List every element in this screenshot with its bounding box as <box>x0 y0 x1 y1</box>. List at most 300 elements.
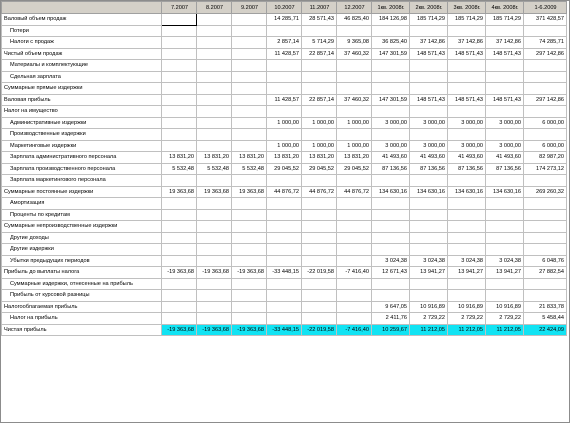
value-cell[interactable]: 41 493,60 <box>410 152 448 164</box>
value-cell[interactable] <box>372 290 410 302</box>
value-cell[interactable] <box>372 25 410 37</box>
value-cell[interactable] <box>410 106 448 118</box>
value-cell[interactable] <box>232 48 267 60</box>
value-cell[interactable]: 37 142,86 <box>448 37 486 49</box>
value-cell[interactable]: 10 916,89 <box>448 301 486 313</box>
value-cell[interactable] <box>302 60 337 72</box>
value-cell[interactable] <box>372 129 410 141</box>
value-cell[interactable] <box>197 14 232 26</box>
value-cell[interactable]: 74 285,71 <box>524 37 567 49</box>
value-cell[interactable]: 3 000,00 <box>410 117 448 129</box>
value-cell[interactable]: 29 045,52 <box>302 163 337 175</box>
value-cell[interactable]: 185 714,29 <box>486 14 524 26</box>
value-cell[interactable] <box>197 290 232 302</box>
value-cell[interactable] <box>302 175 337 187</box>
value-cell[interactable] <box>267 129 302 141</box>
value-cell[interactable] <box>232 290 267 302</box>
value-cell[interactable] <box>410 198 448 210</box>
value-cell[interactable]: 19 363,68 <box>162 186 197 198</box>
value-cell[interactable] <box>410 83 448 95</box>
value-cell[interactable]: 44 876,72 <box>337 186 372 198</box>
value-cell[interactable] <box>524 60 567 72</box>
value-cell[interactable] <box>337 25 372 37</box>
value-cell[interactable] <box>337 290 372 302</box>
value-cell[interactable]: 2 411,76 <box>372 313 410 325</box>
value-cell[interactable] <box>372 221 410 233</box>
value-cell[interactable] <box>448 198 486 210</box>
value-cell[interactable] <box>302 221 337 233</box>
value-cell[interactable]: 297 142,86 <box>524 94 567 106</box>
value-cell[interactable] <box>302 255 337 267</box>
value-cell[interactable] <box>267 209 302 221</box>
column-header[interactable]: 1кв. 2008г. <box>372 2 410 14</box>
value-cell[interactable] <box>232 129 267 141</box>
value-cell[interactable] <box>302 301 337 313</box>
value-cell[interactable]: 10 916,89 <box>410 301 448 313</box>
value-cell[interactable] <box>448 244 486 256</box>
value-cell[interactable] <box>337 83 372 95</box>
value-cell[interactable]: 134 630,16 <box>486 186 524 198</box>
value-cell[interactable]: 148 571,43 <box>410 94 448 106</box>
value-cell[interactable] <box>486 71 524 83</box>
value-cell[interactable]: 3 000,00 <box>486 140 524 152</box>
column-header[interactable]: 2кв. 2008г. <box>410 2 448 14</box>
value-cell[interactable] <box>162 25 197 37</box>
value-cell[interactable] <box>232 140 267 152</box>
value-cell[interactable] <box>232 278 267 290</box>
value-cell[interactable] <box>232 37 267 49</box>
value-cell[interactable]: 134 630,16 <box>410 186 448 198</box>
value-cell[interactable]: -7 416,40 <box>337 324 372 336</box>
value-cell[interactable] <box>267 301 302 313</box>
value-cell[interactable]: 5 532,48 <box>232 163 267 175</box>
value-cell[interactable]: 5 458,44 <box>524 313 567 325</box>
value-cell[interactable] <box>162 37 197 49</box>
value-cell[interactable]: 19 363,68 <box>232 186 267 198</box>
value-cell[interactable] <box>232 71 267 83</box>
value-cell[interactable]: 371 428,57 <box>524 14 567 26</box>
value-cell[interactable] <box>524 290 567 302</box>
value-cell[interactable]: 29 045,52 <box>267 163 302 175</box>
value-cell[interactable] <box>162 255 197 267</box>
value-cell[interactable]: 11 212,05 <box>448 324 486 336</box>
value-cell[interactable] <box>162 221 197 233</box>
value-cell[interactable]: 41 493,60 <box>448 152 486 164</box>
value-cell[interactable] <box>372 83 410 95</box>
value-cell[interactable] <box>267 198 302 210</box>
value-cell[interactable] <box>448 290 486 302</box>
value-cell[interactable]: 13 941,27 <box>486 267 524 279</box>
value-cell[interactable] <box>448 175 486 187</box>
value-cell[interactable]: 147 301,59 <box>372 94 410 106</box>
value-cell[interactable]: 13 831,20 <box>232 152 267 164</box>
value-cell[interactable] <box>197 83 232 95</box>
value-cell[interactable]: 1 000,00 <box>337 117 372 129</box>
value-cell[interactable] <box>232 209 267 221</box>
value-cell[interactable]: 147 301,59 <box>372 48 410 60</box>
value-cell[interactable] <box>337 313 372 325</box>
value-cell[interactable]: 148 571,43 <box>486 48 524 60</box>
value-cell[interactable]: 2 857,14 <box>267 37 302 49</box>
value-cell[interactable] <box>162 278 197 290</box>
value-cell[interactable] <box>302 106 337 118</box>
value-cell[interactable] <box>267 278 302 290</box>
value-cell[interactable] <box>267 83 302 95</box>
value-cell[interactable] <box>524 106 567 118</box>
value-cell[interactable]: 44 876,72 <box>302 186 337 198</box>
value-cell[interactable] <box>486 232 524 244</box>
value-cell[interactable] <box>267 255 302 267</box>
value-cell[interactable] <box>232 175 267 187</box>
value-cell[interactable] <box>267 106 302 118</box>
value-cell[interactable]: 22 424,09 <box>524 324 567 336</box>
value-cell[interactable] <box>232 60 267 72</box>
value-cell[interactable] <box>232 83 267 95</box>
value-cell[interactable] <box>302 83 337 95</box>
value-cell[interactable] <box>524 175 567 187</box>
value-cell[interactable] <box>337 106 372 118</box>
value-cell[interactable]: 269 260,32 <box>524 186 567 198</box>
value-cell[interactable] <box>302 244 337 256</box>
value-cell[interactable] <box>448 232 486 244</box>
value-cell[interactable]: 37 460,32 <box>337 94 372 106</box>
value-cell[interactable]: 1 000,00 <box>337 140 372 152</box>
value-cell[interactable] <box>486 129 524 141</box>
value-cell[interactable] <box>448 60 486 72</box>
value-cell[interactable] <box>302 129 337 141</box>
value-cell[interactable] <box>410 175 448 187</box>
value-cell[interactable] <box>337 301 372 313</box>
column-header[interactable]: 12.2007 <box>337 2 372 14</box>
value-cell[interactable] <box>524 198 567 210</box>
value-cell[interactable] <box>232 14 267 26</box>
value-cell[interactable] <box>162 129 197 141</box>
value-cell[interactable]: 37 460,32 <box>337 48 372 60</box>
value-cell[interactable]: 11 428,57 <box>267 48 302 60</box>
value-cell[interactable] <box>486 209 524 221</box>
value-cell[interactable] <box>410 25 448 37</box>
value-cell[interactable] <box>448 106 486 118</box>
value-cell[interactable]: 11 428,57 <box>267 94 302 106</box>
value-cell[interactable] <box>197 71 232 83</box>
value-cell[interactable]: 184 126,98 <box>372 14 410 26</box>
value-cell[interactable]: 185 714,29 <box>410 14 448 26</box>
value-cell[interactable] <box>162 14 197 26</box>
value-cell[interactable] <box>524 25 567 37</box>
value-cell[interactable] <box>267 313 302 325</box>
value-cell[interactable]: 22 857,14 <box>302 94 337 106</box>
value-cell[interactable] <box>410 278 448 290</box>
value-cell[interactable] <box>197 106 232 118</box>
value-cell[interactable]: 2 729,22 <box>486 313 524 325</box>
value-cell[interactable] <box>486 106 524 118</box>
value-cell[interactable] <box>162 198 197 210</box>
value-cell[interactable] <box>197 221 232 233</box>
value-cell[interactable]: 6 000,00 <box>524 117 567 129</box>
value-cell[interactable]: 9 365,08 <box>337 37 372 49</box>
value-cell[interactable]: -19 363,68 <box>232 324 267 336</box>
value-cell[interactable] <box>410 221 448 233</box>
value-cell[interactable] <box>197 301 232 313</box>
value-cell[interactable]: 13 831,20 <box>197 152 232 164</box>
value-cell[interactable] <box>232 198 267 210</box>
value-cell[interactable]: 12 671,43 <box>372 267 410 279</box>
value-cell[interactable] <box>524 71 567 83</box>
value-cell[interactable] <box>337 221 372 233</box>
value-cell[interactable] <box>162 175 197 187</box>
value-cell[interactable] <box>302 25 337 37</box>
value-cell[interactable] <box>524 278 567 290</box>
value-cell[interactable] <box>337 278 372 290</box>
value-cell[interactable]: -33 448,15 <box>267 324 302 336</box>
value-cell[interactable] <box>267 244 302 256</box>
value-cell[interactable] <box>162 209 197 221</box>
value-cell[interactable]: 36 825,40 <box>372 37 410 49</box>
value-cell[interactable]: 41 493,60 <box>372 152 410 164</box>
value-cell[interactable] <box>232 244 267 256</box>
value-cell[interactable]: 37 142,86 <box>410 37 448 49</box>
value-cell[interactable]: 13 831,20 <box>302 152 337 164</box>
value-cell[interactable]: 148 571,43 <box>410 48 448 60</box>
value-cell[interactable]: 14 285,71 <box>267 14 302 26</box>
value-cell[interactable]: 1 000,00 <box>267 117 302 129</box>
value-cell[interactable] <box>162 71 197 83</box>
value-cell[interactable] <box>448 209 486 221</box>
value-cell[interactable] <box>162 290 197 302</box>
value-cell[interactable] <box>197 140 232 152</box>
value-cell[interactable] <box>486 198 524 210</box>
value-cell[interactable]: 13 831,20 <box>337 152 372 164</box>
value-cell[interactable]: -7 416,40 <box>337 267 372 279</box>
value-cell[interactable] <box>410 209 448 221</box>
value-cell[interactable] <box>372 175 410 187</box>
value-cell[interactable]: 11 212,05 <box>410 324 448 336</box>
value-cell[interactable] <box>524 244 567 256</box>
value-cell[interactable]: 19 363,68 <box>197 186 232 198</box>
value-cell[interactable] <box>337 244 372 256</box>
value-cell[interactable]: 3 024,38 <box>448 255 486 267</box>
value-cell[interactable] <box>197 48 232 60</box>
value-cell[interactable]: 185 714,29 <box>448 14 486 26</box>
value-cell[interactable]: 13 941,27 <box>410 267 448 279</box>
value-cell[interactable]: 174 273,12 <box>524 163 567 175</box>
value-cell[interactable] <box>232 117 267 129</box>
value-cell[interactable]: 3 000,00 <box>410 140 448 152</box>
value-cell[interactable]: -19 363,68 <box>232 267 267 279</box>
value-cell[interactable] <box>302 290 337 302</box>
value-cell[interactable]: 3 024,38 <box>372 255 410 267</box>
value-cell[interactable]: 10 259,67 <box>372 324 410 336</box>
value-cell[interactable]: 5 714,29 <box>302 37 337 49</box>
value-cell[interactable] <box>372 106 410 118</box>
value-cell[interactable]: 3 000,00 <box>372 140 410 152</box>
value-cell[interactable] <box>410 290 448 302</box>
value-cell[interactable] <box>486 25 524 37</box>
value-cell[interactable]: 82 987,20 <box>524 152 567 164</box>
value-cell[interactable] <box>372 60 410 72</box>
value-cell[interactable] <box>197 25 232 37</box>
value-cell[interactable] <box>197 232 232 244</box>
value-cell[interactable]: 21 833,78 <box>524 301 567 313</box>
value-cell[interactable] <box>232 255 267 267</box>
value-cell[interactable] <box>162 301 197 313</box>
value-cell[interactable] <box>197 198 232 210</box>
value-cell[interactable] <box>302 278 337 290</box>
value-cell[interactable]: 11 212,05 <box>486 324 524 336</box>
value-cell[interactable]: 87 136,56 <box>372 163 410 175</box>
value-cell[interactable]: 6 000,00 <box>524 140 567 152</box>
value-cell[interactable] <box>486 244 524 256</box>
value-cell[interactable]: 6 048,76 <box>524 255 567 267</box>
value-cell[interactable] <box>337 255 372 267</box>
value-cell[interactable] <box>197 313 232 325</box>
value-cell[interactable] <box>524 232 567 244</box>
value-cell[interactable]: 44 876,72 <box>267 186 302 198</box>
value-cell[interactable] <box>162 60 197 72</box>
value-cell[interactable]: 13 831,20 <box>267 152 302 164</box>
value-cell[interactable] <box>486 290 524 302</box>
value-cell[interactable]: 2 729,22 <box>448 313 486 325</box>
value-cell[interactable]: 3 024,38 <box>410 255 448 267</box>
value-cell[interactable]: 22 857,14 <box>302 48 337 60</box>
value-cell[interactable]: 148 571,43 <box>486 94 524 106</box>
value-cell[interactable] <box>197 175 232 187</box>
value-cell[interactable] <box>197 255 232 267</box>
value-cell[interactable]: -19 363,68 <box>162 267 197 279</box>
value-cell[interactable] <box>372 278 410 290</box>
value-cell[interactable] <box>486 60 524 72</box>
value-cell[interactable] <box>197 60 232 72</box>
value-cell[interactable] <box>302 71 337 83</box>
value-cell[interactable] <box>302 209 337 221</box>
value-cell[interactable] <box>524 129 567 141</box>
column-header[interactable]: 11.2007 <box>302 2 337 14</box>
value-cell[interactable] <box>448 83 486 95</box>
column-header[interactable]: 9.2007 <box>232 2 267 14</box>
value-cell[interactable] <box>197 129 232 141</box>
value-cell[interactable] <box>162 48 197 60</box>
value-cell[interactable]: 148 571,43 <box>448 94 486 106</box>
value-cell[interactable] <box>372 232 410 244</box>
value-cell[interactable] <box>337 175 372 187</box>
value-cell[interactable]: 13 941,27 <box>448 267 486 279</box>
value-cell[interactable] <box>232 94 267 106</box>
value-cell[interactable] <box>372 209 410 221</box>
value-cell[interactable] <box>337 71 372 83</box>
value-cell[interactable] <box>267 71 302 83</box>
value-cell[interactable] <box>267 290 302 302</box>
value-cell[interactable] <box>197 244 232 256</box>
value-cell[interactable]: 41 493,60 <box>486 152 524 164</box>
value-cell[interactable]: -19 363,68 <box>162 324 197 336</box>
value-cell[interactable] <box>448 71 486 83</box>
value-cell[interactable] <box>232 301 267 313</box>
value-cell[interactable] <box>232 313 267 325</box>
value-cell[interactable] <box>448 221 486 233</box>
value-cell[interactable] <box>486 175 524 187</box>
value-cell[interactable] <box>302 232 337 244</box>
column-header[interactable]: 3кв. 2008г. <box>448 2 486 14</box>
value-cell[interactable] <box>302 198 337 210</box>
value-cell[interactable] <box>486 221 524 233</box>
value-cell[interactable] <box>267 221 302 233</box>
value-cell[interactable] <box>197 278 232 290</box>
value-cell[interactable] <box>448 278 486 290</box>
value-cell[interactable] <box>162 117 197 129</box>
value-cell[interactable]: 87 136,56 <box>410 163 448 175</box>
value-cell[interactable] <box>162 106 197 118</box>
column-header[interactable]: 8.2007 <box>197 2 232 14</box>
value-cell[interactable] <box>337 60 372 72</box>
value-cell[interactable] <box>267 232 302 244</box>
row-header-corner[interactable] <box>2 2 162 14</box>
value-cell[interactable]: 29 045,52 <box>337 163 372 175</box>
value-cell[interactable]: 3 000,00 <box>372 117 410 129</box>
value-cell[interactable] <box>372 198 410 210</box>
value-cell[interactable] <box>372 244 410 256</box>
value-cell[interactable] <box>232 106 267 118</box>
value-cell[interactable] <box>162 232 197 244</box>
value-cell[interactable]: 3 024,38 <box>486 255 524 267</box>
value-cell[interactable] <box>524 209 567 221</box>
value-cell[interactable] <box>524 221 567 233</box>
value-cell[interactable]: 87 136,56 <box>448 163 486 175</box>
value-cell[interactable]: 37 142,86 <box>486 37 524 49</box>
value-cell[interactable]: 3 000,00 <box>448 117 486 129</box>
value-cell[interactable] <box>197 94 232 106</box>
value-cell[interactable]: -19 363,68 <box>197 324 232 336</box>
value-cell[interactable]: 9 647,05 <box>372 301 410 313</box>
value-cell[interactable]: 46 825,40 <box>337 14 372 26</box>
value-cell[interactable]: 5 532,48 <box>162 163 197 175</box>
value-cell[interactable]: 134 630,16 <box>372 186 410 198</box>
value-cell[interactable] <box>267 25 302 37</box>
value-cell[interactable]: 13 831,20 <box>162 152 197 164</box>
value-cell[interactable] <box>267 175 302 187</box>
value-cell[interactable] <box>162 140 197 152</box>
value-cell[interactable] <box>410 129 448 141</box>
value-cell[interactable]: 3 000,00 <box>448 140 486 152</box>
value-cell[interactable]: 27 882,54 <box>524 267 567 279</box>
column-header[interactable]: 1-6.2009 <box>524 2 567 14</box>
value-cell[interactable]: 1 000,00 <box>302 140 337 152</box>
value-cell[interactable] <box>337 129 372 141</box>
value-cell[interactable] <box>524 83 567 95</box>
value-cell[interactable] <box>232 221 267 233</box>
value-cell[interactable]: 28 571,43 <box>302 14 337 26</box>
value-cell[interactable]: 297 142,86 <box>524 48 567 60</box>
value-cell[interactable]: -22 019,58 <box>302 324 337 336</box>
column-header[interactable]: 4кв. 2008г. <box>486 2 524 14</box>
value-cell[interactable]: 1 000,00 <box>302 117 337 129</box>
value-cell[interactable] <box>486 278 524 290</box>
value-cell[interactable]: 10 916,89 <box>486 301 524 313</box>
value-cell[interactable] <box>162 83 197 95</box>
value-cell[interactable] <box>302 313 337 325</box>
value-cell[interactable] <box>162 94 197 106</box>
value-cell[interactable] <box>197 117 232 129</box>
value-cell[interactable] <box>232 25 267 37</box>
value-cell[interactable] <box>162 313 197 325</box>
value-cell[interactable]: 2 729,22 <box>410 313 448 325</box>
value-cell[interactable] <box>162 244 197 256</box>
column-header[interactable]: 7.2007 <box>162 2 197 14</box>
value-cell[interactable]: -22 019,58 <box>302 267 337 279</box>
value-cell[interactable] <box>448 129 486 141</box>
value-cell[interactable]: 1 000,00 <box>267 140 302 152</box>
value-cell[interactable] <box>337 209 372 221</box>
value-cell[interactable] <box>410 232 448 244</box>
